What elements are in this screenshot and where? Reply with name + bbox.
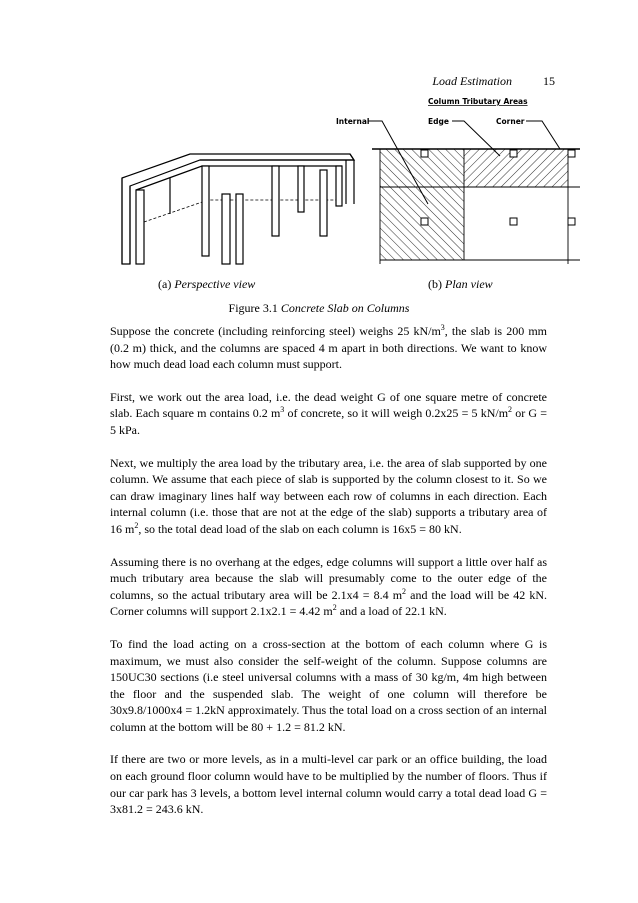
p2-text-c: or G = 5 kPa. xyxy=(110,406,547,437)
p3-text-a: Next, we multiply the area load by the tributary area, i.e. the area of slab supported by one column. We assume that each piece of slab is supported by the column closest to it. So we can draw imaginary lines half way between each row of columns in each direction. Each internal column (i.e. those that are not at the edge of the slab) supports a tributary area of 16 m xyxy=(110,455,547,536)
page-number: 15 xyxy=(543,74,555,88)
label-edge: Edge xyxy=(428,117,449,126)
p3-sup-1: 2 xyxy=(134,520,139,530)
label-internal: Internal xyxy=(336,117,370,126)
body-text xyxy=(110,323,547,834)
running-header-title: Load Estimation xyxy=(432,74,512,88)
perspective-view xyxy=(122,154,354,264)
figure-3-1 xyxy=(110,94,580,274)
subcaption-b-text: Plan view xyxy=(445,277,493,291)
paragraph-4 xyxy=(110,554,547,620)
subcaption-b xyxy=(428,277,493,292)
p1-sup-1: 3 xyxy=(440,323,445,332)
p2-sup-2: 2 xyxy=(508,405,513,415)
p4-text-a: Assuming there is no overhang at the edges, edge columns will support a little over half as much tributary area because the slab will presumably come to the outer edge of the columns, so the actual tributary area will be 2.1x4 = 8.4 m xyxy=(110,554,547,602)
subcaption-a xyxy=(158,277,255,292)
subcaption-b-prefix: (b) xyxy=(428,277,442,291)
p1-text-a: Suppose the concrete (including reinforcing steel) weighs 25 kN/m xyxy=(110,324,441,338)
figure-caption-title: Concrete Slab on Columns xyxy=(280,301,410,315)
label-corner: Corner xyxy=(496,117,525,126)
paragraph-2 xyxy=(110,389,547,439)
subcaption-a-prefix: (a) xyxy=(158,277,172,291)
p4-text-c: and a load of 22.1 kN. xyxy=(336,604,447,619)
paragraph-6: If there are two or more levels, as in a multi-level car park or an office building, the load on each ground floor column would have to be multiplied by the number of floors. Thus if our car park has 3 levels, a bottom level internal column would carry a total dead load G = 3x81.2 = 243.6 kN. xyxy=(110,752,547,817)
paragraph-1 xyxy=(110,323,547,373)
plan-title: Column Tributary Areas xyxy=(428,97,528,106)
p1-text-b: , the slab is 200 mm (0.2 m) thick, and the columns are spaced 4 m apart in both directions. We want to know how much dead load each column must support. xyxy=(110,324,547,372)
p2-text-a: First, we work out the area load, i.e. the dead weight G of one square metre of concrete slab. Each square m contains 0.2 m xyxy=(110,389,547,421)
subcaption-a-text: Perspective view xyxy=(174,277,256,291)
p4-sup-2: 2 xyxy=(332,603,337,613)
p3-text-b: , so the total dead load of the slab on each column is 16x5 = 80 kN. xyxy=(138,521,462,536)
paragraph-5: To find the load acting on a cross-section at the bottom of each column where G is maximum, we must also consider the self-weight of the column. Suppose columns are 150UC30 sections (i.e steel universal columns with a mass of 30 kg/m, 4m high between the floor and the suspended slab. The weight of one column will therefore be 30x9.8/1000x4 = 1.2kN approximately. Thus the total load on a cross section of an internal column at the bottom will be 80 + 1.2 = 81.2 kN. xyxy=(110,636,547,734)
paragraph-3 xyxy=(110,455,547,538)
p4-text-b: and the load will be 42 kN. Corner columns will support 2.1x2.1 = 4.42 m xyxy=(110,587,547,619)
figure-drawing xyxy=(110,94,580,274)
figure-caption-number: Figure 3.1 xyxy=(228,301,278,315)
running-header xyxy=(432,74,555,89)
figure-caption xyxy=(0,301,638,316)
p2-sup-1: 3 xyxy=(280,405,285,415)
p2-text-b: of concrete, so it will weigh 0.2x25 = 5 kN/m xyxy=(284,406,509,421)
p4-sup-1: 2 xyxy=(402,586,407,596)
plan-view xyxy=(336,97,580,264)
